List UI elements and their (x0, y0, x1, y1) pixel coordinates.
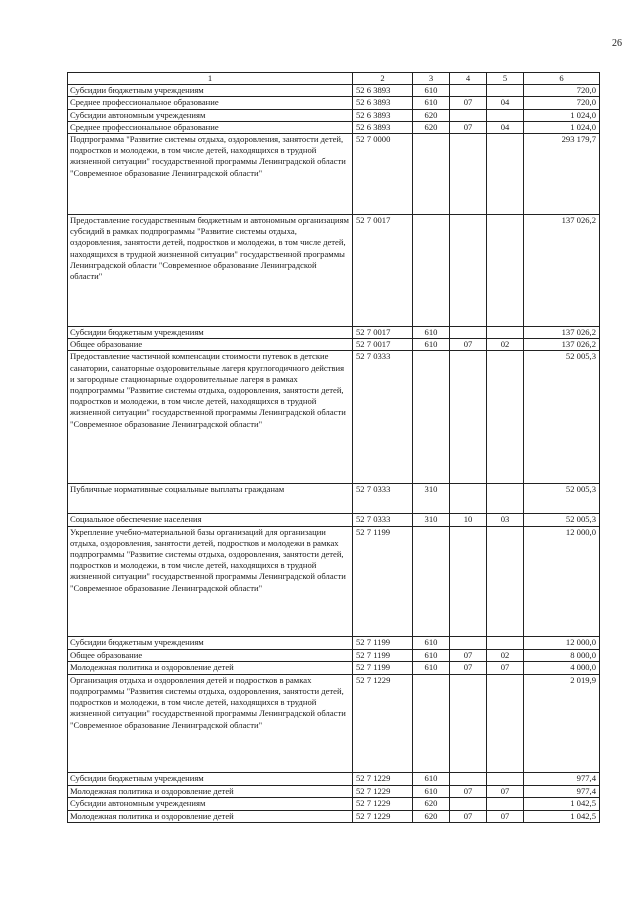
cell-expense-type: 610 (413, 97, 450, 109)
cell-name: Общее образование (68, 649, 353, 661)
cell-amount: 12 000,0 (524, 636, 600, 649)
cell-subsection (487, 215, 524, 327)
cell-expense-type: 620 (413, 798, 450, 811)
cell-expense-type (413, 134, 450, 215)
cell-name: Субсидии бюджетным учреждениям (68, 85, 353, 97)
cell-section (450, 484, 487, 514)
cell-target-code: 52 7 1199 (353, 649, 413, 661)
cell-expense-type: 310 (413, 514, 450, 526)
table-row (68, 215, 600, 327)
cell-expense-type (413, 526, 450, 636)
cell-target-code: 52 6 3893 (353, 109, 413, 121)
cell-target-code: 52 7 1199 (353, 661, 413, 674)
cell-target-code: 52 7 1229 (353, 811, 413, 823)
cell-name: Молодежная политика и оздоровление детей (68, 785, 353, 797)
cell-section: 07 (450, 661, 487, 674)
table-row (68, 351, 600, 484)
cell-amount: 977,4 (524, 772, 600, 785)
cell-subsection: 07 (487, 661, 524, 674)
cell-expense-type (413, 351, 450, 484)
cell-target-code: 52 7 0333 (353, 484, 413, 514)
header-col-1: 1 (68, 73, 353, 85)
cell-subsection: 03 (487, 514, 524, 526)
cell-amount: 2 019,9 (524, 674, 600, 772)
cell-subsection: 02 (487, 649, 524, 661)
cell-section (450, 85, 487, 97)
table-row (68, 514, 600, 526)
cell-name: Социальное обеспечение населения (68, 514, 353, 526)
table-row (68, 649, 600, 661)
cell-subsection (487, 484, 524, 514)
header-col-6: 6 (524, 73, 600, 85)
cell-name: Субсидии бюджетным учреждениям (68, 772, 353, 785)
cell-section (450, 134, 487, 215)
table-row (68, 811, 600, 823)
cell-expense-type (413, 215, 450, 327)
cell-amount: 137 026,2 (524, 339, 600, 351)
header-col-2: 2 (353, 73, 413, 85)
cell-amount: 1 042,5 (524, 811, 600, 823)
cell-section (450, 526, 487, 636)
cell-name: Укрепление учебно-материальной базы организаций для организации отдыха, оздоровления, занятости детей, подростков и молодежи в рамках подпрограммы "Развитие системы отдыха, оздоровления, занятости детей, подростков и молодежи, в том числе детей, находящихся в трудной жизненной ситуации" государственной программы Ленинградской области "Современное образование Ленинградской области" (68, 526, 353, 636)
cell-name: Субсидии автономным учреждениям (68, 109, 353, 121)
cell-expense-type: 610 (413, 85, 450, 97)
cell-name: Субсидии автономным учреждениям (68, 798, 353, 811)
cell-name: Предоставление частичной компенсации стоимости путевок в детские санатории, санаторные оздоровительные лагеря круглогодичного действия и загородные стационарные оздоровительные лагеря в рамках подпрограммы "Развитие системы отдыха, оздоровления, занятости детей, подростков и молодежи, в том числе детей, находящихся в трудной жизненной ситуации" государственной программы Ленинградской области "Современное образование Ленинградской области" (68, 351, 353, 484)
cell-subsection: 02 (487, 339, 524, 351)
cell-name: Среднее профессиональное образование (68, 97, 353, 109)
cell-target-code: 52 7 1229 (353, 798, 413, 811)
table-row (68, 661, 600, 674)
cell-expense-type: 620 (413, 811, 450, 823)
cell-amount: 12 000,0 (524, 526, 600, 636)
cell-subsection (487, 636, 524, 649)
cell-section (450, 674, 487, 772)
cell-section: 07 (450, 97, 487, 109)
cell-subsection (487, 772, 524, 785)
cell-expense-type: 610 (413, 649, 450, 661)
cell-section (450, 351, 487, 484)
cell-target-code: 52 7 1229 (353, 785, 413, 797)
cell-name: Субсидии бюджетным учреждениям (68, 636, 353, 649)
cell-section: 07 (450, 649, 487, 661)
cell-target-code: 52 7 0333 (353, 514, 413, 526)
cell-subsection (487, 526, 524, 636)
cell-target-code: 52 7 1229 (353, 674, 413, 772)
cell-name: Организация отдыха и оздоровления детей и подростков в рамках подпрограммы "Развития системы отдыха, оздоровления, занятости детей, подростков и молодежи, в том числе детей, находящихся в трудной жизненной ситуации" государственной программы Ленинградской области "Современное образование Ленинградской области" (68, 674, 353, 772)
cell-expense-type: 610 (413, 339, 450, 351)
cell-name: Среднее профессиональное образование (68, 121, 353, 133)
cell-expense-type: 620 (413, 109, 450, 121)
cell-expense-type: 620 (413, 121, 450, 133)
cell-name: Общее образование (68, 339, 353, 351)
cell-section (450, 215, 487, 327)
cell-expense-type: 610 (413, 661, 450, 674)
header-col-5: 5 (487, 73, 524, 85)
table-row (68, 526, 600, 636)
page-number: 26 (612, 38, 622, 49)
cell-section (450, 109, 487, 121)
cell-amount: 137 026,2 (524, 327, 600, 339)
table-row (68, 798, 600, 811)
budget-table (67, 72, 600, 823)
cell-amount: 8 000,0 (524, 649, 600, 661)
header-col-3: 3 (413, 73, 450, 85)
cell-name: Предоставление государственным бюджетным и автономным организациям субсидий в рамках подпрограммы "Развитие системы отдыха, оздоровления, занятости детей, подростков и молодежи, в том числе детей, находящихся в трудной жизненной ситуации" государственной программы Ленинградской области "Современное образование Ленинградской области" (68, 215, 353, 327)
cell-target-code: 52 7 0017 (353, 327, 413, 339)
cell-subsection (487, 674, 524, 772)
cell-amount: 720,0 (524, 85, 600, 97)
cell-subsection (487, 109, 524, 121)
cell-expense-type: 610 (413, 327, 450, 339)
cell-section: 07 (450, 785, 487, 797)
table-row (68, 636, 600, 649)
cell-section: 07 (450, 811, 487, 823)
cell-target-code: 52 7 0017 (353, 215, 413, 327)
cell-amount: 52 005,3 (524, 484, 600, 514)
cell-amount: 52 005,3 (524, 514, 600, 526)
cell-target-code: 52 6 3893 (353, 121, 413, 133)
cell-section (450, 327, 487, 339)
cell-amount: 137 026,2 (524, 215, 600, 327)
cell-subsection (487, 327, 524, 339)
cell-name: Подпрограмма "Развитие системы отдыха, оздоровления, занятости детей, подростков и молодежи, в том числе детей, находящихся в трудной жизненной ситуации" государственной программы Ленинградской области "Современное образование Ленинградской области" (68, 134, 353, 215)
cell-amount: 977,4 (524, 785, 600, 797)
cell-subsection (487, 798, 524, 811)
cell-section (450, 798, 487, 811)
cell-target-code: 52 7 1199 (353, 636, 413, 649)
cell-target-code: 52 6 3893 (353, 85, 413, 97)
table-row (68, 134, 600, 215)
cell-amount: 720,0 (524, 97, 600, 109)
table-row (68, 109, 600, 121)
cell-name: Молодежная политика и оздоровление детей (68, 661, 353, 674)
cell-target-code: 52 6 3893 (353, 97, 413, 109)
cell-amount: 1 042,5 (524, 798, 600, 811)
table-row (68, 484, 600, 514)
table-row (68, 772, 600, 785)
cell-name: Молодежная политика и оздоровление детей (68, 811, 353, 823)
cell-section: 07 (450, 339, 487, 351)
header-col-4: 4 (450, 73, 487, 85)
cell-amount: 1 024,0 (524, 121, 600, 133)
cell-target-code: 52 7 0000 (353, 134, 413, 215)
cell-expense-type: 310 (413, 484, 450, 514)
cell-subsection: 07 (487, 785, 524, 797)
table-row (68, 85, 600, 97)
cell-target-code: 52 7 1229 (353, 772, 413, 785)
cell-amount: 1 024,0 (524, 109, 600, 121)
cell-subsection: 04 (487, 121, 524, 133)
table-header-row (68, 73, 600, 85)
cell-name: Публичные нормативные социальные выплаты гражданам (68, 484, 353, 514)
cell-section (450, 772, 487, 785)
cell-target-code: 52 7 1199 (353, 526, 413, 636)
cell-name: Субсидии бюджетным учреждениям (68, 327, 353, 339)
cell-subsection: 04 (487, 97, 524, 109)
cell-subsection (487, 85, 524, 97)
table-row (68, 339, 600, 351)
table-row (68, 785, 600, 797)
cell-subsection (487, 351, 524, 484)
cell-amount: 293 179,7 (524, 134, 600, 215)
table-row (68, 674, 600, 772)
cell-expense-type: 610 (413, 785, 450, 797)
cell-expense-type: 610 (413, 772, 450, 785)
cell-section (450, 636, 487, 649)
cell-section: 07 (450, 121, 487, 133)
cell-subsection: 07 (487, 811, 524, 823)
table-row (68, 121, 600, 133)
cell-amount: 4 000,0 (524, 661, 600, 674)
table-row (68, 97, 600, 109)
table-row (68, 327, 600, 339)
cell-target-code: 52 7 0017 (353, 339, 413, 351)
cell-expense-type: 610 (413, 636, 450, 649)
cell-amount: 52 005,3 (524, 351, 600, 484)
cell-expense-type (413, 674, 450, 772)
cell-target-code: 52 7 0333 (353, 351, 413, 484)
cell-subsection (487, 134, 524, 215)
cell-section: 10 (450, 514, 487, 526)
